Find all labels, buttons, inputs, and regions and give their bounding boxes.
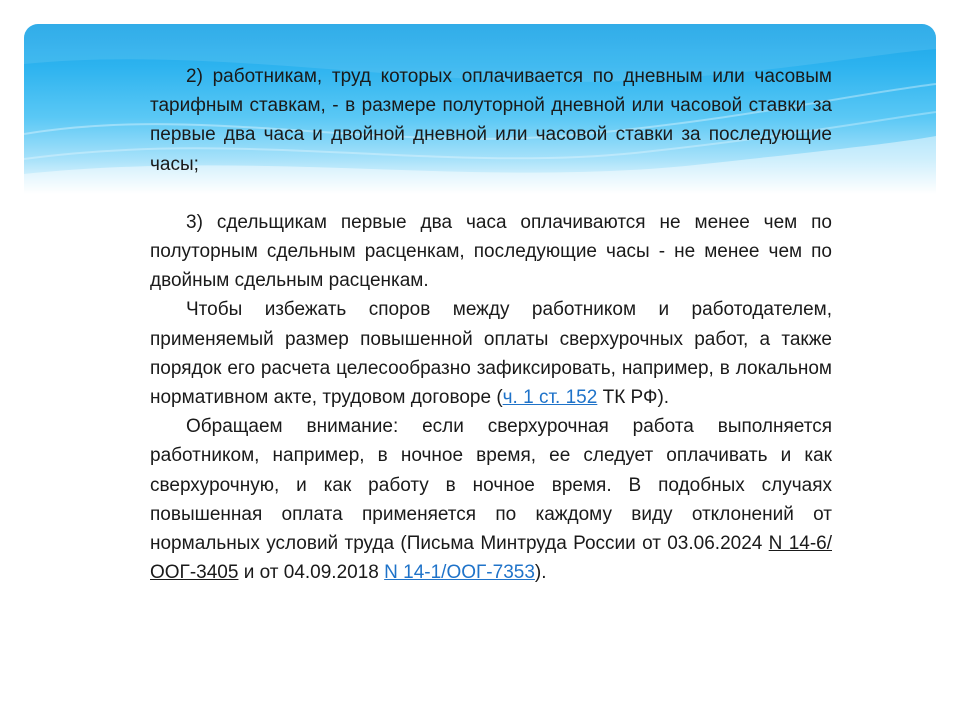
- paragraph-disputes-tail: ТК РФ).: [597, 387, 670, 409]
- paragraph-disputes-text: Чтобы избежать споров между работником и работодателем, применяемый размер повышенной оплаты сверхурочных работ, а также порядок его расчета целесообразно зафиксировать, например, в локальном нормативном акте, трудовом договоре (: [150, 299, 832, 409]
- letter-link-7353[interactable]: N 14-1/ООГ-7353: [384, 562, 535, 584]
- paragraph-item-3: 3) сдельщикам первые два часа оплачиваются не менее чем по полуторным сдельным расценкам, последующие часы - не менее чем по двойным сдельным расценкам.: [150, 211, 832, 292]
- paragraph-night-work-middle: и от 04.09.2018: [238, 562, 385, 584]
- paragraph-night-work: [150, 412, 832, 587]
- article-text: [150, 62, 832, 587]
- paragraph-spacer: [150, 179, 832, 208]
- paragraph-night-work-tail: ).: [534, 562, 547, 584]
- tk-rf-article-link[interactable]: ч. 1 ст. 152: [502, 387, 598, 409]
- paragraph-item-2: 2) работникам, труд которых оплачивается по дневным или часовым тарифным ставкам, - в размере полуторной дневной или часовой ставки за первые два часа и двойной дневной или часовой ставки за последующие часы;: [150, 66, 832, 175]
- letter-reference-3405: N 14-6/ООГ-3405: [150, 533, 832, 584]
- paragraph-night-work-text: Обращаем внимание: если сверхурочная работа выполняется работником, например, в ночное время, ее следует оплачивать и как сверхурочную, и как работу в ночное время. В подобных случаях повышенная оплата применяется по каждому виду отклонений от нормальных условий труда (Письма Минтруда России от 03.06.2024: [150, 416, 832, 555]
- paragraph-disputes: [150, 295, 832, 412]
